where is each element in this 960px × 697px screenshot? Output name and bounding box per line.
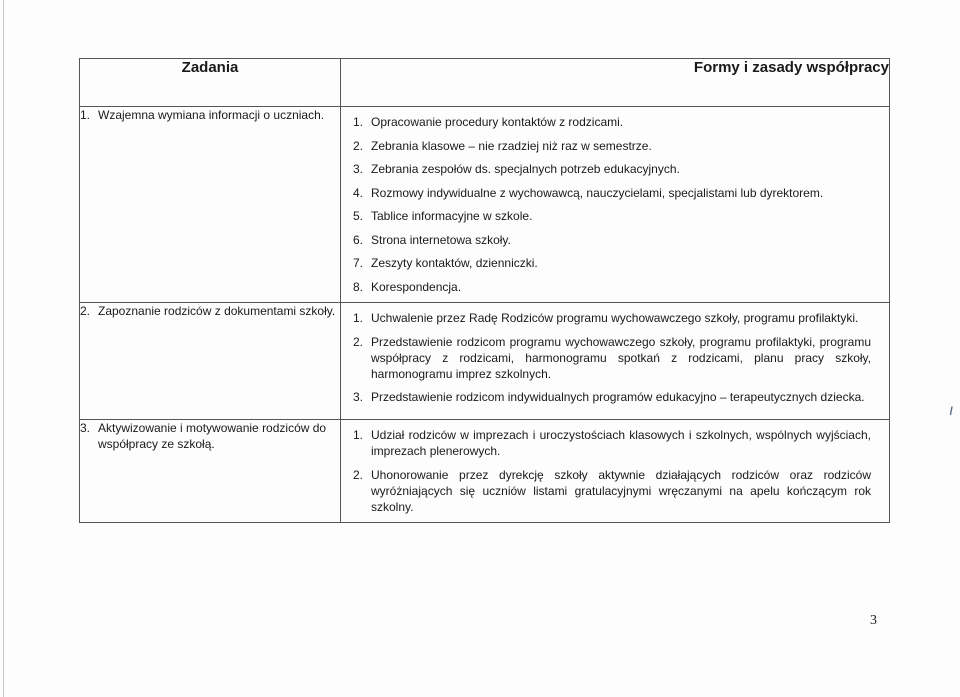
item-text: Uchwalenie przez Radę Rodziców programu wychowawczego szkoły, programu profilaktyki. bbox=[371, 311, 859, 325]
item-text: Tablice informacyjne w szkole. bbox=[371, 209, 533, 223]
list-item bbox=[353, 334, 871, 382]
table-row bbox=[80, 420, 890, 523]
task-cell bbox=[80, 420, 341, 523]
item-text: Uhonorowanie przez dyrekcję szkoły aktywnie działających rodziców oraz rodziców wyróżniających się uczniów listami gratulacyjnymi wręczanymi na apelu kończącym rok szkolny. bbox=[371, 467, 871, 514]
item-text: Udział rodziców w imprezach i uroczystościach klasowych i szkolnych, wspólnych wyjściach, imprezach plenerowych. bbox=[371, 428, 871, 458]
item-number: 1. bbox=[353, 115, 364, 129]
task-cell bbox=[80, 107, 341, 303]
task-number: 3. bbox=[80, 421, 91, 435]
cooperation-table bbox=[79, 58, 890, 523]
list-item bbox=[353, 279, 871, 295]
list-item bbox=[353, 389, 871, 405]
item-text: Rozmowy indywidualne z wychowawcą, nauczycielami, specjalistami lub dyrektorem. bbox=[371, 185, 824, 200]
item-text: Przedstawienie rodzicom indywidualnych programów edukacyjno – terapeutycznych dziecka. bbox=[371, 390, 865, 404]
forms-list bbox=[341, 107, 889, 295]
forms-cell bbox=[341, 420, 890, 523]
item-number: 2. bbox=[353, 467, 364, 482]
item-text: Korespondencja. bbox=[371, 279, 462, 294]
task-text: Aktywizowanie i motywowanie rodziców do współpracy ze szkołą. bbox=[98, 421, 327, 451]
item-number: 8. bbox=[353, 279, 364, 294]
list-item bbox=[353, 232, 871, 248]
task-text: Zapoznanie rodziców z dokumentami szkoły. bbox=[98, 304, 336, 318]
item-text: Zebrania zespołów ds. specjalnych potrzeb edukacyjnych. bbox=[371, 162, 680, 176]
item-text: Zeszyty kontaktów, dzienniczki. bbox=[371, 256, 538, 270]
item-text: Opracowanie procedury kontaktów z rodzicami. bbox=[371, 115, 624, 129]
item-number: 1. bbox=[353, 428, 364, 442]
forms-list bbox=[341, 303, 889, 405]
forms-list bbox=[341, 420, 889, 515]
header-forms: Formy i zasady współpracy bbox=[341, 59, 890, 107]
table-row bbox=[80, 303, 890, 420]
table-row bbox=[80, 107, 890, 303]
scan-edge-line bbox=[3, 0, 4, 697]
task-text: Wzajemna wymiana informacji o uczniach. bbox=[98, 108, 325, 122]
list-item bbox=[353, 255, 871, 271]
list-item bbox=[353, 427, 871, 459]
item-number: 6. bbox=[353, 232, 364, 247]
list-item bbox=[353, 114, 871, 130]
list-item bbox=[353, 208, 871, 224]
item-number: 3. bbox=[353, 390, 364, 404]
item-number: 4. bbox=[353, 185, 364, 200]
task-number: 1. bbox=[80, 108, 91, 122]
item-text: Strona internetowa szkoły. bbox=[371, 232, 511, 247]
item-text: Przedstawienie rodzicom programu wychowawczego szkoły, programu profilaktyki, programu współpracy z rodzicami, harmonogramu spotkań z rodzicami, planu pracy szkoły, harmonogramu imprez szkolnych. bbox=[371, 334, 871, 381]
table-header-row bbox=[80, 59, 890, 107]
task-cell bbox=[80, 303, 341, 420]
item-number: 2. bbox=[353, 138, 364, 153]
margin-scribble: ı bbox=[949, 402, 954, 419]
item-number: 1. bbox=[353, 311, 364, 325]
task-number: 2. bbox=[80, 304, 91, 318]
item-number: 7. bbox=[353, 256, 364, 270]
item-number: 3. bbox=[353, 162, 364, 176]
list-item bbox=[353, 161, 871, 177]
header-tasks: Zadania bbox=[80, 59, 341, 107]
page-number: 3 bbox=[870, 613, 877, 628]
list-item bbox=[353, 310, 871, 326]
list-item bbox=[353, 185, 871, 201]
item-number: 5. bbox=[353, 209, 364, 223]
list-item bbox=[353, 138, 871, 154]
item-number: 2. bbox=[353, 334, 364, 349]
item-text: Zebrania klasowe – nie rzadziej niż raz w semestrze. bbox=[371, 138, 652, 153]
forms-cell bbox=[341, 303, 890, 420]
list-item bbox=[353, 467, 871, 515]
forms-cell bbox=[341, 107, 890, 303]
